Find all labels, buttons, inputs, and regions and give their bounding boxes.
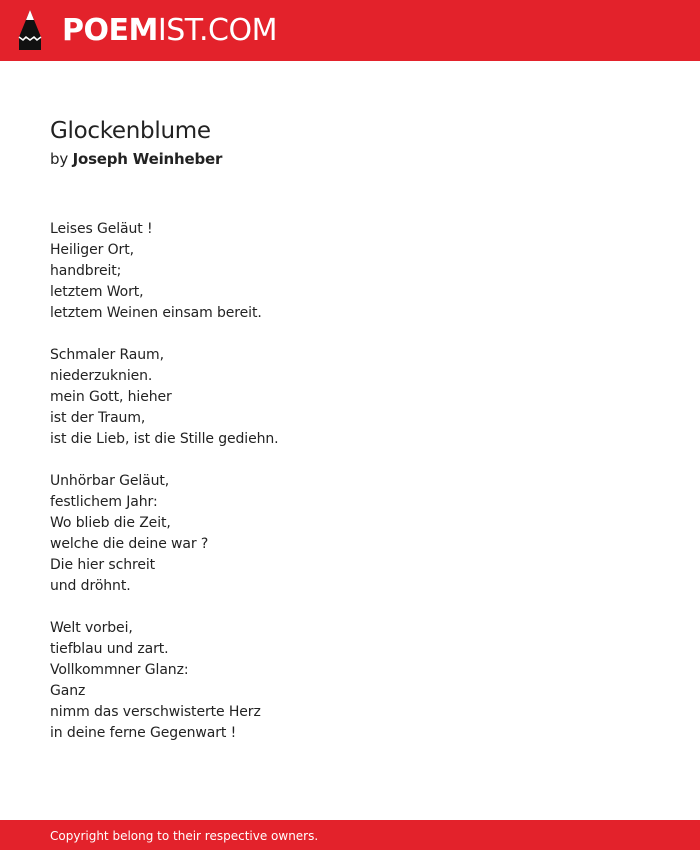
poem-line: Leises Geläut ! (50, 221, 153, 237)
poem-line: Die hier schreit (50, 557, 156, 573)
stanza (50, 471, 279, 597)
poem-line: letztem Wort, (50, 284, 144, 300)
poem-title: Glockenblume (50, 118, 211, 144)
poem-line: in deine ferne Gegenwart ! (50, 725, 237, 741)
site-footer (0, 820, 700, 850)
stanza (50, 345, 279, 450)
poem-line: niederzuknien. (50, 368, 153, 384)
poem-byline (50, 149, 222, 169)
poem-line: und dröhnt. (50, 578, 131, 594)
pencil-tip-icon (17, 9, 43, 51)
poem-line: festlichem Jahr: (50, 494, 158, 510)
poem-line: handbreit; (50, 263, 122, 279)
site-header (0, 0, 700, 61)
copyright-notice: Copyright belong to their respective owners. (50, 829, 319, 843)
poem-author: Joseph Weinheber (72, 150, 223, 168)
poem-line: Welt vorbei, (50, 620, 133, 636)
poem-line: Heiliger Ort, (50, 242, 134, 258)
poem-line: letztem Weinen einsam bereit. (50, 305, 262, 321)
poem-line: welche die deine war ? (50, 536, 209, 552)
poem-line: ist die Lieb, ist die Stille gediehn. (50, 431, 279, 447)
poem-line: ist der Traum, (50, 410, 146, 426)
poem-line: tiefblau und zart. (50, 641, 169, 657)
poem-line: Wo blieb die Zeit, (50, 515, 171, 531)
site-logo[interactable]: POEMIST.COM (62, 13, 277, 48)
poem-line: Schmaler Raum, (50, 347, 164, 363)
poem-body (50, 219, 279, 744)
stanza (50, 219, 279, 324)
poem-line: Unhörbar Geläut, (50, 473, 170, 489)
poem-line: Vollkommner Glanz: (50, 662, 189, 678)
poem-line: Ganz (50, 683, 86, 699)
poem-line: mein Gott, hieher (50, 389, 172, 405)
stanza (50, 618, 279, 744)
byline-prefix: by (50, 150, 68, 168)
poem-line: nimm das verschwisterte Herz (50, 704, 261, 720)
